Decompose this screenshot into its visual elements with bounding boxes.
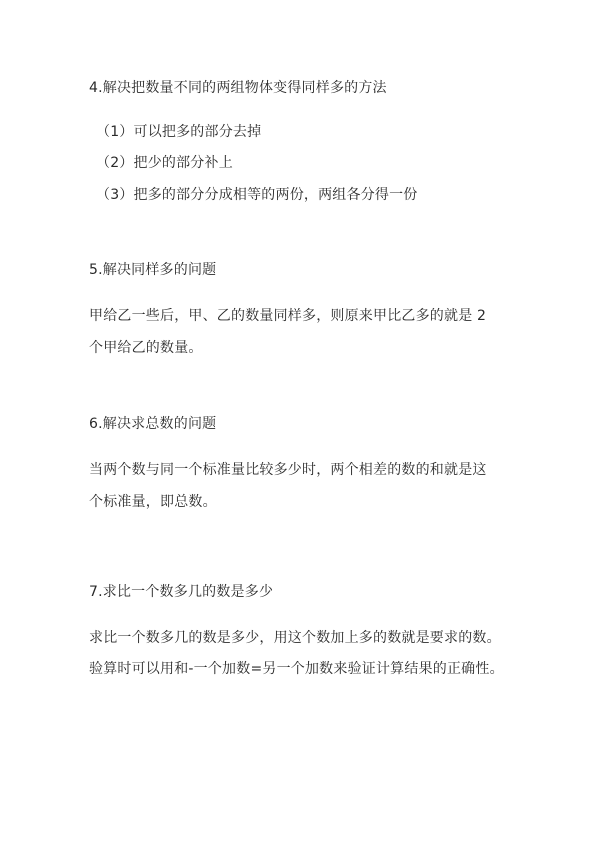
section-7-heading: 7.求比一个数多几的数是多少 [89, 584, 274, 600]
section-4-item-1: （1）可以把多的部分去掉 [96, 124, 262, 140]
section-5-heading: 5.解决同样多的问题 [89, 262, 217, 278]
section-4-item-3: （3）把多的部分分成相等的两份，两组各分得一份 [96, 187, 418, 203]
section-7-line-1: 求比一个数多几的数是多少，用这个数加上多的数就是要求的数。 [89, 630, 501, 646]
section-5-line-1: 甲给乙一些后，甲、乙的数量同样多，则原来甲比乙多的就是 2 [89, 308, 487, 324]
section-6-line-2: 个标准量，即总数。 [89, 494, 217, 510]
section-5-line-2: 个甲给乙的数量。 [89, 340, 203, 356]
section-4-heading: 4.解决把数量不同的两组物体变得同样多的方法 [89, 80, 387, 96]
section-7-line-2: 验算时可以用和-一个加数=另一个加数来验证计算结果的正确性。 [89, 661, 504, 677]
section-6-heading: 6.解决求总数的问题 [89, 416, 217, 432]
section-6-line-1: 当两个数与同一个标准量比较多少时，两个相差的数的和就是这 [89, 462, 487, 478]
section-4-item-2: （2）把少的部分补上 [96, 155, 233, 171]
